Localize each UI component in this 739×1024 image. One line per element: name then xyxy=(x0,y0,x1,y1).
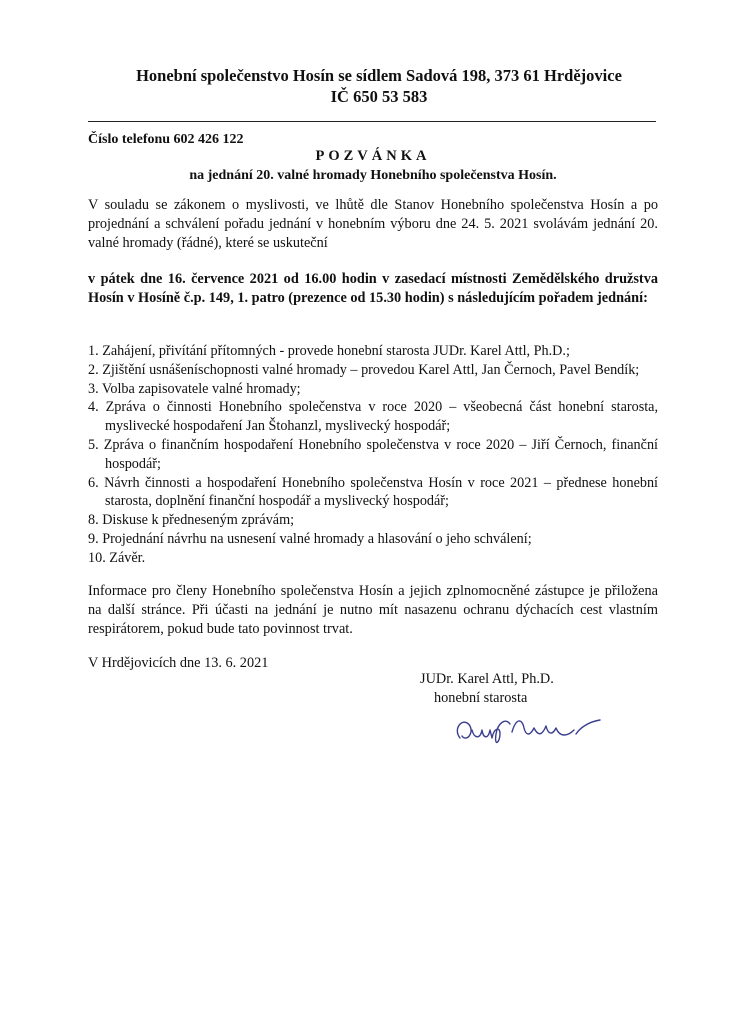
handwritten-signature xyxy=(450,708,610,758)
agenda-item: 1. Zahájení, přivítání přítomných - provede honební starosta JUDr. Karel Attl, Ph.D.; xyxy=(88,343,570,359)
place-and-date: V Hrdějovicích dne 13. 6. 2021 xyxy=(88,655,269,671)
agenda-item: 4. Zpráva o činnosti Honebního společenstva v roce 2020 – všeobecná část honební starosta, myslivecké hospodaření Jan Štohanzl, myslivecký hospodář; xyxy=(88,399,658,435)
agenda-item: 5. Zpráva o finančním hospodaření Honebního společenstva v roce 2020 – Jiří Černoch, finanční hospodář; xyxy=(88,436,658,472)
agenda-item: 8. Diskuse k předneseným zprávám; xyxy=(88,512,295,529)
agenda-item: 3. Volba zapisovatele valné hromady; xyxy=(88,380,301,397)
intro-paragraph: V souladu se zákonem o myslivosti, ve lhůtě dle Stanov Honebního společenstva Hosín a po projednání a schválení pořadu jednání v honebním výboru dne 24. 5. 2021 svolávám jednání 20. valné hromady (řádné), které se uskuteční xyxy=(88,197,658,251)
letterhead-name-address: Honební společenstvo Hosín se sídlem Sadová 198, 373 61 Hrdějovice xyxy=(136,66,622,85)
header-divider xyxy=(88,121,656,122)
agenda-item: 2. Zjištění usnášeníschopnosti valné hromady – provedou Karel Attl, Jan Černoch, Pavel Bendík; xyxy=(88,361,640,378)
agenda-item: 6. Návrh činnosti a hospodaření Honebního společenstva Hosín v roce 2021 – přednese honební starosta, doplnění finanční hospodář a myslivecký hospodář; xyxy=(88,474,658,510)
phone-number: Číslo telefonu 602 426 122 xyxy=(88,132,244,147)
letterhead-company-id: IČ 650 53 583 xyxy=(330,87,428,106)
signer-name: JUDr. Karel Attl, Ph.D. xyxy=(420,671,554,687)
meeting-details-paragraph: v pátek dne 16. července 2021 od 16.00 hodin v zasedací místnosti Zemědělského družstva Hosín v Hosíně č.p. 149, 1. patro (prezence od 15.30 hodin) s následujícím pořadem jednání: xyxy=(88,271,658,306)
document-title: POZVÁNKA xyxy=(315,148,431,164)
letterhead xyxy=(88,65,670,107)
agenda-item: 10. Závěr. xyxy=(88,549,146,566)
information-paragraph: Informace pro členy Honebního společenstva Hosín a jejich zplnomocněné zástupce je přiložena na další stránce. Při účasti na jednání je nutno mít nasazenu ochranu dýchacích cest vlastním respirátorem, pokud bude tato povinnost trvat. xyxy=(88,583,658,637)
signer-role: honební starosta xyxy=(434,690,528,706)
document-subtitle: na jednání 20. valné hromady Honebního společenstva Hosín. xyxy=(189,168,557,183)
agenda-item: 9. Projednání návrhu na usnesení valné hromady a hlasování o jeho schválení; xyxy=(88,530,532,547)
agenda-list xyxy=(88,342,658,568)
